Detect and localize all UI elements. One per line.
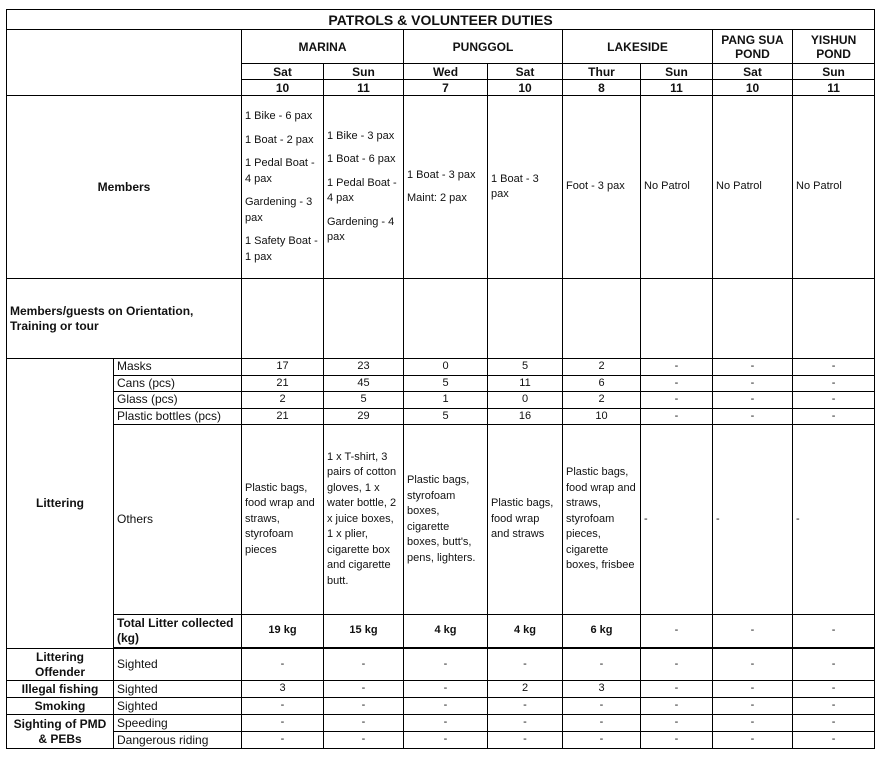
litter-value: -: [641, 392, 713, 409]
litter-value: 21: [242, 375, 324, 392]
others-label: Others: [114, 425, 242, 615]
orientation-cell: [641, 279, 713, 359]
others-cell: Plastic bags, food wrap and straws, styrofoam pieces: [242, 425, 324, 615]
litter-value: -: [793, 392, 875, 409]
pmd-value: -: [242, 715, 324, 732]
orientation-cell: [242, 279, 324, 359]
pmd-label: Sighting of PMD & PEBs: [7, 715, 114, 749]
total-litter-value: 6 kg: [563, 615, 641, 648]
litter-value: -: [713, 359, 793, 376]
others-cell: 1 x T-shirt, 3 pairs of cotton gloves, 1 x water bottle, 2 x juice boxes, 1 x plier, cigarette box and cigarette butt.: [324, 425, 404, 615]
duties-sheet: [6, 9, 875, 749]
litter-value: -: [641, 359, 713, 376]
members-cell: 1 Bike - 3 pax 1 Boat - 6 pax 1 Pedal Boat - 4 pax Gardening - 4 pax: [324, 96, 404, 279]
smoking-value: -: [324, 698, 404, 715]
pmd-sub: Speeding: [114, 715, 242, 732]
litter-value: -: [713, 408, 793, 425]
litter-value: 5: [488, 359, 563, 376]
litter-value: -: [713, 375, 793, 392]
others-cell: Plastic bags, styrofoam boxes, cigarette boxes, butt's, pens, lighters.: [404, 425, 488, 615]
litter-value: 2: [563, 359, 641, 376]
pmd-value: -: [324, 715, 404, 732]
day-header: Sun: [793, 64, 875, 80]
litter-value: -: [793, 359, 875, 376]
date-header: 11: [324, 80, 404, 96]
offender-value: -: [324, 649, 404, 681]
litter-value: 23: [324, 359, 404, 376]
litter-value: 10: [563, 408, 641, 425]
date-header: 11: [641, 80, 713, 96]
pmd-value: -: [404, 715, 488, 732]
pmd-value: -: [488, 715, 563, 732]
smoking-value: -: [713, 698, 793, 715]
total-litter-value: -: [713, 615, 793, 648]
pmd-value: -: [641, 715, 713, 732]
litter-value: 29: [324, 408, 404, 425]
smoking-sub: Sighted: [114, 698, 242, 715]
date-header: 10: [488, 80, 563, 96]
offender-value: -: [641, 649, 713, 681]
offender-value: -: [488, 649, 563, 681]
day-header: Sat: [713, 64, 793, 80]
total-litter-value: 4 kg: [488, 615, 563, 648]
date-header: 8: [563, 80, 641, 96]
location-header: YISHUN POND: [793, 30, 875, 64]
litter-value: 16: [488, 408, 563, 425]
litter-value: 21: [242, 408, 324, 425]
total-litter-value: -: [641, 615, 713, 648]
smoking-value: -: [242, 698, 324, 715]
orientation-cell: [324, 279, 404, 359]
offender-value: -: [404, 649, 488, 681]
pmd-value: -: [563, 732, 641, 749]
day-header: Wed: [404, 64, 488, 80]
day-header: Sat: [488, 64, 563, 80]
pmd-value: -: [713, 715, 793, 732]
orientation-cell: [793, 279, 875, 359]
members-cell: No Patrol: [793, 96, 875, 279]
litter-value: 17: [242, 359, 324, 376]
date-header: 11: [793, 80, 875, 96]
fishing-value: 2: [488, 681, 563, 698]
smoking-value: -: [563, 698, 641, 715]
litter-value: 5: [404, 375, 488, 392]
pmd-sub: Dangerous riding: [114, 732, 242, 749]
fishing-value: -: [793, 681, 875, 698]
others-cell: -: [793, 425, 875, 615]
date-header: 10: [713, 80, 793, 96]
fishing-value: -: [404, 681, 488, 698]
table-title: PATROLS & VOLUNTEER DUTIES: [7, 10, 875, 30]
day-header: Sun: [641, 64, 713, 80]
members-cell: Foot - 3 pax: [563, 96, 641, 279]
corner-cell: [7, 30, 242, 96]
pmd-value: -: [563, 715, 641, 732]
litter-value: -: [641, 408, 713, 425]
offender-value: -: [793, 649, 875, 681]
litter-row-label: Plastic bottles (pcs): [114, 408, 242, 425]
litter-value: -: [713, 392, 793, 409]
pmd-value: -: [488, 732, 563, 749]
smoking-label: Smoking: [7, 698, 114, 715]
smoking-value: -: [488, 698, 563, 715]
location-header: PANG SUA POND: [713, 30, 793, 64]
litter-value: 2: [563, 392, 641, 409]
fishing-value: 3: [242, 681, 324, 698]
others-cell: -: [713, 425, 793, 615]
pmd-value: -: [713, 732, 793, 749]
others-cell: Plastic bags, food wrap and straws: [488, 425, 563, 615]
fishing-value: -: [713, 681, 793, 698]
orientation-cell: [488, 279, 563, 359]
orientation-label: Members/guests on Orientation, Training or tour: [7, 279, 242, 359]
members-cell: 1 Boat - 3 pax Maint: 2 pax: [404, 96, 488, 279]
litter-value: 0: [404, 359, 488, 376]
fishing-value: -: [641, 681, 713, 698]
members-cell: No Patrol: [641, 96, 713, 279]
members-cell: No Patrol: [713, 96, 793, 279]
total-litter-value: 4 kg: [404, 615, 488, 648]
pmd-value: -: [641, 732, 713, 749]
orientation-cell: [563, 279, 641, 359]
litter-value: -: [793, 408, 875, 425]
members-label: Members: [7, 96, 242, 279]
litter-row-label: Glass (pcs): [114, 392, 242, 409]
location-header: LAKESIDE: [563, 30, 713, 64]
day-header: Sun: [324, 64, 404, 80]
total-litter-value: 19 kg: [242, 615, 324, 648]
litter-value: 2: [242, 392, 324, 409]
fishing-value: -: [324, 681, 404, 698]
litter-value: 11: [488, 375, 563, 392]
offender-value: -: [563, 649, 641, 681]
date-header: 10: [242, 80, 324, 96]
smoking-value: -: [793, 698, 875, 715]
littering-label: Littering: [7, 359, 114, 649]
day-header: Sat: [242, 64, 324, 80]
members-cell: 1 Boat - 3 pax: [488, 96, 563, 279]
patrol-table: [6, 9, 875, 749]
offender-sub: Sighted: [114, 649, 242, 681]
offender-value: -: [713, 649, 793, 681]
litter-value: -: [641, 375, 713, 392]
date-header: 7: [404, 80, 488, 96]
pmd-value: -: [793, 732, 875, 749]
members-cell: 1 Bike - 6 pax 1 Boat - 2 pax 1 Pedal Boat - 4 pax Gardening - 3 pax 1 Safety Boat - 1 pax: [242, 96, 324, 279]
fishing-value: 3: [563, 681, 641, 698]
pmd-value: -: [324, 732, 404, 749]
litter-value: 5: [404, 408, 488, 425]
pmd-value: -: [404, 732, 488, 749]
fishing-sub: Sighted: [114, 681, 242, 698]
litter-row-label: Cans (pcs): [114, 375, 242, 392]
day-header: Thur: [563, 64, 641, 80]
pmd-value: -: [242, 732, 324, 749]
offender-value: -: [242, 649, 324, 681]
pmd-value: -: [793, 715, 875, 732]
orientation-cell: [404, 279, 488, 359]
fishing-label: Illegal fishing: [7, 681, 114, 698]
litter-value: 45: [324, 375, 404, 392]
total-litter-value: 15 kg: [324, 615, 404, 648]
others-cell: Plastic bags, food wrap and straws, styrofoam pieces, cigarette boxes, frisbee: [563, 425, 641, 615]
offender-label: Littering Offender: [7, 649, 114, 681]
orientation-cell: [713, 279, 793, 359]
litter-value: 5: [324, 392, 404, 409]
others-cell: -: [641, 425, 713, 615]
total-litter-value: -: [793, 615, 875, 648]
litter-value: -: [793, 375, 875, 392]
litter-row-label: Masks: [114, 359, 242, 376]
total-litter-label: Total Litter collected (kg): [114, 615, 242, 648]
litter-value: 1: [404, 392, 488, 409]
smoking-value: -: [404, 698, 488, 715]
litter-value: 6: [563, 375, 641, 392]
litter-value: 0: [488, 392, 563, 409]
location-header: MARINA: [242, 30, 404, 64]
smoking-value: -: [641, 698, 713, 715]
location-header: PUNGGOL: [404, 30, 563, 64]
